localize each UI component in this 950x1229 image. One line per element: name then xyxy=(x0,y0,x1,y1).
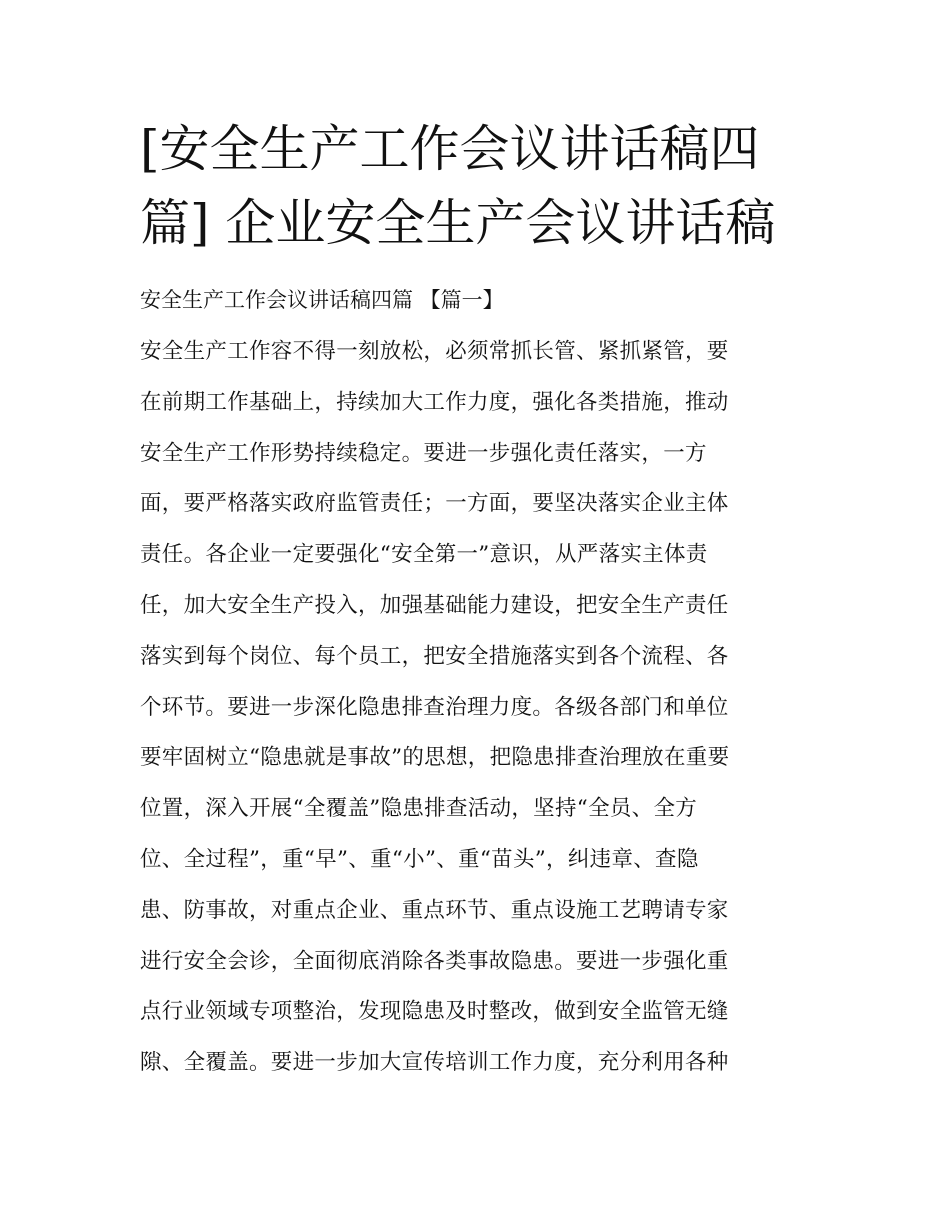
body-line: 安全生产工作形势持续稳定。要进一步强化责任落实，一方 xyxy=(140,440,707,466)
title-line: 篇] 企业安全生产会议讲话稿 xyxy=(140,194,776,252)
body-line: 落实到每个岗位、每个员工，把安全措施落实到各个流程、各 xyxy=(140,643,729,669)
section-heading: 安全生产工作会议讲话稿四篇 【篇一】 xyxy=(140,288,504,312)
body-line: 在前期工作基础上，持续加大工作力度，强化各类措施，推动 xyxy=(140,389,729,415)
body-line: 安全生产工作容不得一刻放松，必须常抓长管、紧抓紧管，要 xyxy=(140,339,729,364)
document-title xyxy=(140,112,820,260)
body-line: 隙、全覆盖。要进一步加大宣传培训工作力度，充分利用各种 xyxy=(140,1050,729,1076)
body-line: 要牢固树立“隐患就是事故”的思想，把隐患排查治理放在重要 xyxy=(140,745,730,771)
body-line: 患、防事故，对重点企业、重点环节、重点设施工艺聘请专家 xyxy=(140,897,729,923)
body-line: 位、全过程”，重“早”、重“小”、重“苗头”，纠违章、查隐 xyxy=(140,846,699,872)
body-line: 责任。各企业一定要强化“安全第一”意识，从严落实主体责 xyxy=(140,542,708,568)
body-line: 进行安全会诊，全面彻底消除各类事故隐患。要进一步强化重 xyxy=(140,948,729,974)
body-line: 点行业领域专项整治，发现隐患及时整改，做到安全监管无缝 xyxy=(140,999,729,1025)
body-line: 个环节。要进一步深化隐患排查治理力度。各级各部门和单位 xyxy=(140,694,729,720)
title-line: [安全生产工作会议讲话稿四 xyxy=(140,120,760,178)
body-paragraph xyxy=(140,332,820,1094)
body-line: 任，加大安全生产投入，加强基础能力建设，把安全生产责任 xyxy=(140,592,729,618)
body-line: 面，要严格落实政府监管责任；一方面，要坚决落实企业主体 xyxy=(140,491,729,517)
body-line: 位置，深入开展“全覆盖”隐患排查活动，坚持“全员、全方 xyxy=(140,796,698,822)
